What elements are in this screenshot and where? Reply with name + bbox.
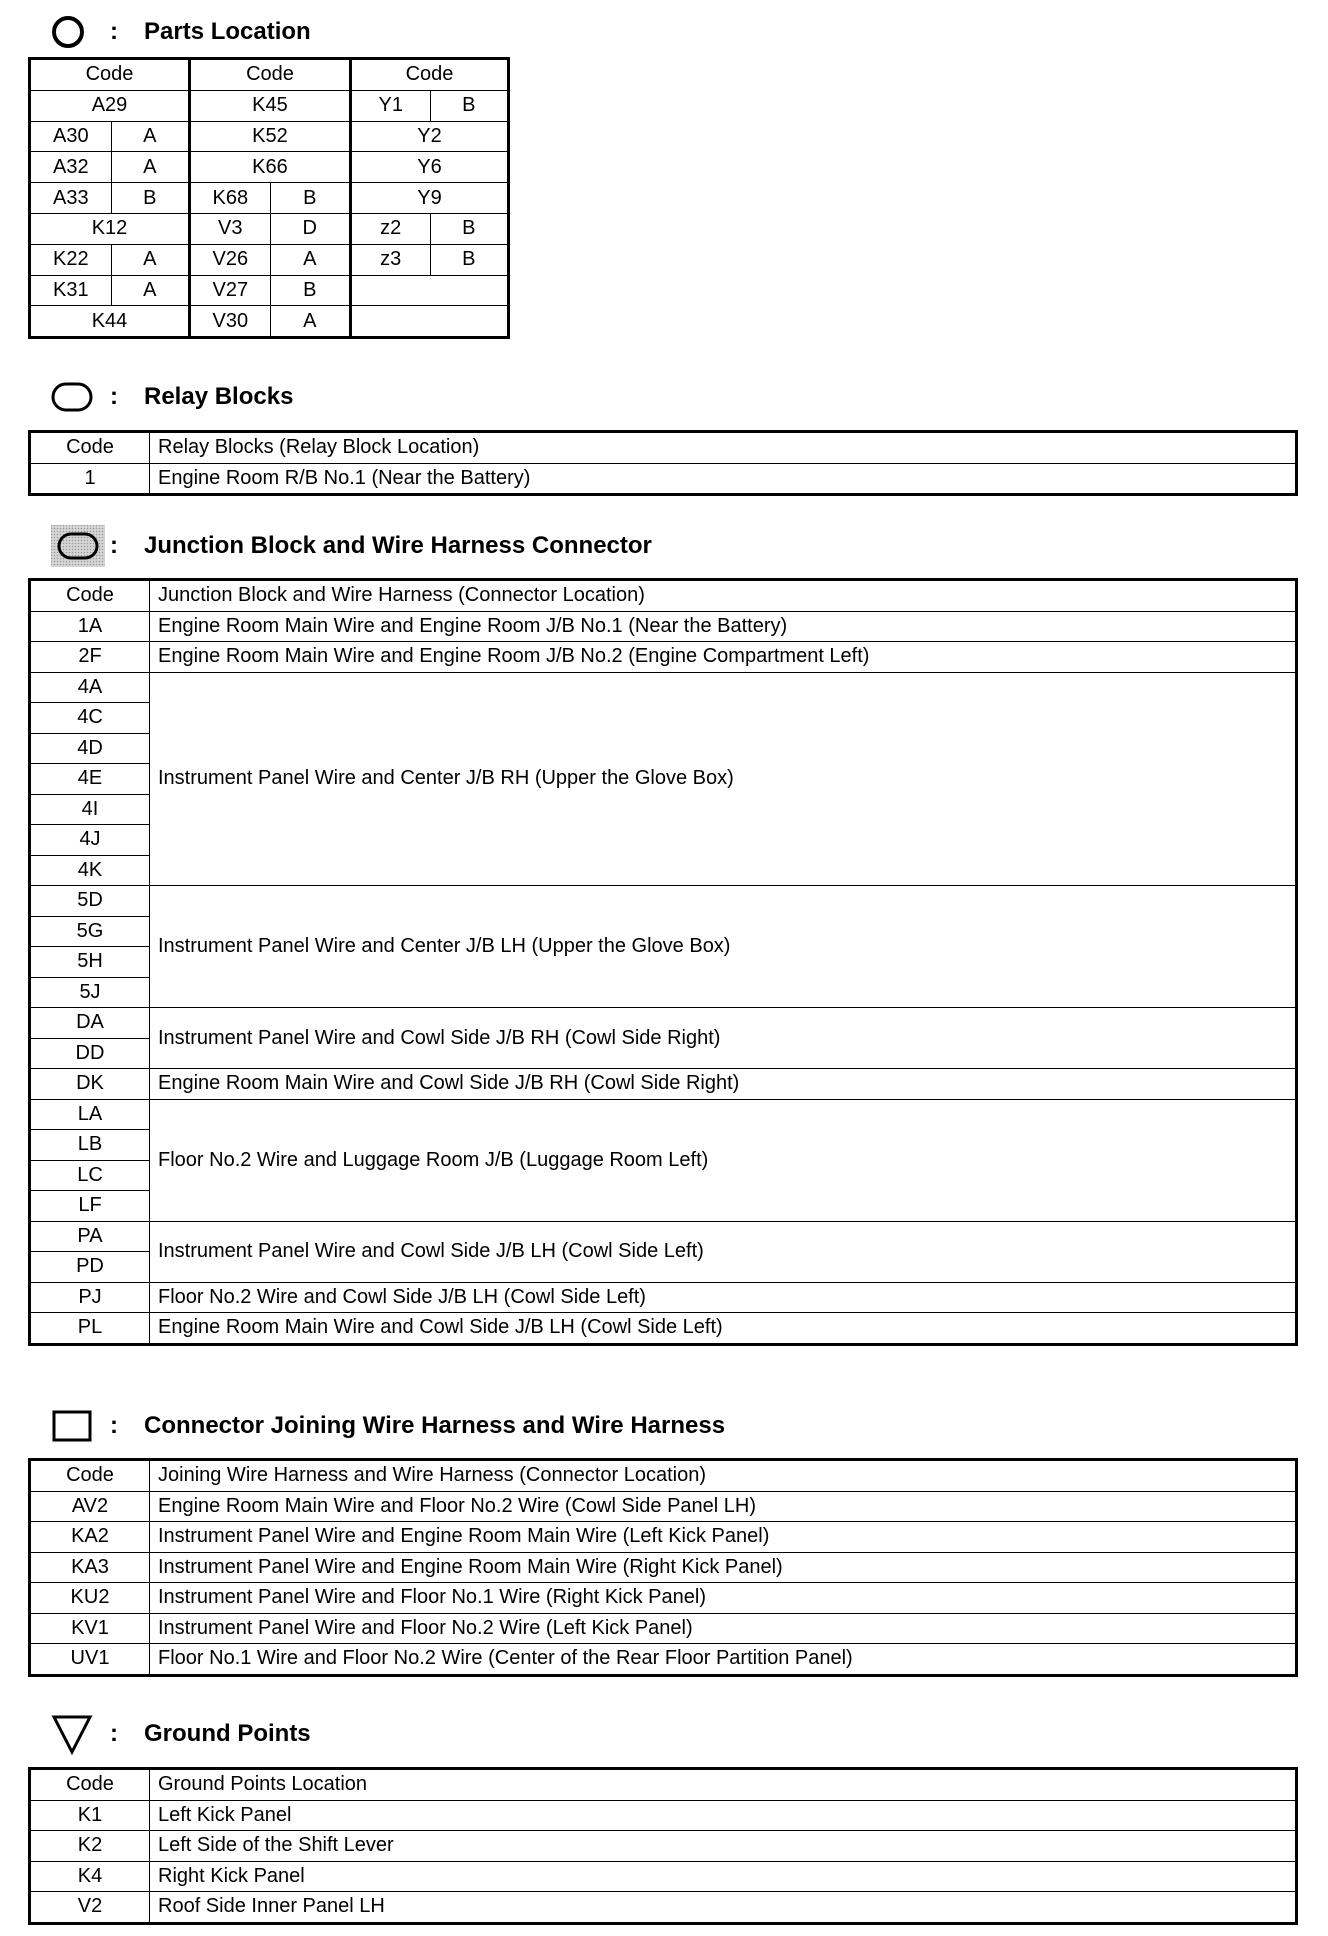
rounded-rect-icon	[50, 377, 110, 417]
part-code: K22	[30, 244, 112, 275]
junction-code: 4A	[30, 672, 150, 703]
connector-code: UV1	[30, 1644, 150, 1676]
part-code: V27	[189, 275, 270, 306]
part-code: Y1	[350, 90, 430, 121]
connector-code: KU2	[30, 1583, 150, 1614]
part-variant: B	[270, 275, 350, 306]
junction-location: Engine Room Main Wire and Cowl Side J/B RH (Cowl Side Right)	[150, 1069, 1297, 1100]
column-header: Relay Blocks (Relay Block Location)	[150, 432, 1297, 464]
part-code: Y9	[350, 183, 508, 214]
table-row	[30, 611, 1297, 642]
part-variant: B	[430, 244, 509, 275]
table-header-row	[30, 580, 1297, 612]
connector-heading	[50, 1406, 725, 1446]
heading-colon: :	[110, 1412, 118, 1439]
part-variant: A	[111, 152, 189, 183]
part-variant: A	[111, 121, 189, 152]
table-row	[30, 1491, 1297, 1522]
table-row	[30, 121, 509, 152]
table-row	[30, 1892, 1297, 1924]
section-title: Parts Location	[144, 18, 311, 45]
junction-code: 5J	[30, 977, 150, 1008]
column-header: Code	[30, 580, 150, 612]
table-row	[30, 1282, 1297, 1313]
table-row	[30, 275, 509, 306]
part-variant: A	[270, 306, 350, 338]
connector-location: Instrument Panel Wire and Engine Room Main Wire (Right Kick Panel)	[150, 1552, 1297, 1583]
section-title: Junction Block and Wire Harness Connector	[144, 532, 652, 559]
connector-location: Instrument Panel Wire and Floor No.2 Wire (Left Kick Panel)	[150, 1613, 1297, 1644]
ground-code: K1	[30, 1800, 150, 1831]
junction-code: LF	[30, 1191, 150, 1222]
heading-colon: :	[110, 383, 118, 410]
table-row	[30, 1831, 1297, 1862]
connector-code: KA3	[30, 1552, 150, 1583]
junction-code: DK	[30, 1069, 150, 1100]
square-icon	[50, 1406, 110, 1446]
part-variant: B	[111, 183, 189, 214]
circle-icon	[50, 12, 110, 52]
shaded-rounded-rect-icon	[50, 526, 110, 566]
relay-blocks-heading	[50, 377, 293, 417]
table-row	[30, 1099, 1297, 1130]
column-header: Junction Block and Wire Harness (Connector Location)	[150, 580, 1297, 612]
empty-cell	[350, 275, 508, 306]
part-code: K52	[189, 121, 350, 152]
column-header: Code	[189, 59, 350, 91]
junction-location: Floor No.2 Wire and Cowl Side J/B LH (Cowl Side Left)	[150, 1282, 1297, 1313]
part-code: V3	[189, 213, 270, 244]
table-row	[30, 1800, 1297, 1831]
part-code: K45	[189, 90, 350, 121]
connector-location: Floor No.1 Wire and Floor No.2 Wire (Center of the Rear Floor Partition Panel)	[150, 1644, 1297, 1676]
column-header: Code	[30, 1769, 150, 1801]
column-header: Code	[30, 432, 150, 464]
part-code: K31	[30, 275, 112, 306]
column-header: Code	[30, 59, 190, 91]
ground-points-heading	[50, 1714, 311, 1754]
junction-location: Instrument Panel Wire and Center J/B LH (Upper the Glove Box)	[150, 886, 1297, 1008]
junction-location: Engine Room Main Wire and Cowl Side J/B LH (Cowl Side Left)	[150, 1313, 1297, 1345]
part-code: Y6	[350, 152, 508, 183]
table-row	[30, 1583, 1297, 1614]
junction-code: DD	[30, 1038, 150, 1069]
table-row	[30, 90, 509, 121]
parts-location-heading	[50, 12, 311, 52]
ground-points-table	[28, 1767, 1298, 1925]
junction-code: PD	[30, 1252, 150, 1283]
table-row	[30, 306, 509, 338]
table-row	[30, 672, 1297, 703]
table-header-row	[30, 59, 509, 91]
junction-code: PA	[30, 1221, 150, 1252]
heading-colon: :	[110, 532, 118, 559]
junction-code: PL	[30, 1313, 150, 1345]
table-row	[30, 886, 1297, 917]
junction-code: 4I	[30, 794, 150, 825]
part-code: V30	[189, 306, 270, 338]
junction-block-table	[28, 578, 1298, 1346]
junction-code: 4K	[30, 855, 150, 886]
part-code: V26	[189, 244, 270, 275]
junction-block-heading	[50, 526, 652, 566]
connector-code: AV2	[30, 1491, 150, 1522]
ground-location: Roof Side Inner Panel LH	[150, 1892, 1297, 1924]
part-variant: A	[111, 275, 189, 306]
table-row	[30, 1552, 1297, 1583]
part-code: K66	[189, 152, 350, 183]
junction-code: 2F	[30, 642, 150, 673]
connector-location: Engine Room Main Wire and Floor No.2 Wire (Cowl Side Panel LH)	[150, 1491, 1297, 1522]
table-row	[30, 1861, 1297, 1892]
table-row	[30, 1221, 1297, 1252]
ground-location: Left Kick Panel	[150, 1800, 1297, 1831]
part-code: A32	[30, 152, 112, 183]
table-row	[30, 1069, 1297, 1100]
table-row	[30, 183, 509, 214]
table-row	[30, 213, 509, 244]
table-header-row	[30, 1769, 1297, 1801]
junction-location: Instrument Panel Wire and Center J/B RH (Upper the Glove Box)	[150, 672, 1297, 886]
table-row	[30, 1313, 1297, 1345]
parts-location-table	[28, 57, 510, 339]
part-code: Y2	[350, 121, 508, 152]
table-row	[30, 1644, 1297, 1676]
heading-colon: :	[110, 1720, 118, 1747]
connector-code: KA2	[30, 1522, 150, 1553]
part-code: K12	[30, 213, 190, 244]
relay-code: 1	[30, 463, 150, 495]
junction-code: 5G	[30, 916, 150, 947]
junction-location: Engine Room Main Wire and Engine Room J/B No.2 (Engine Compartment Left)	[150, 642, 1297, 673]
junction-code: 4E	[30, 764, 150, 795]
table-row	[30, 1613, 1297, 1644]
part-code: K68	[189, 183, 270, 214]
column-header: Joining Wire Harness and Wire Harness (Connector Location)	[150, 1460, 1297, 1492]
relay-blocks-table	[28, 430, 1298, 496]
part-code: z2	[350, 213, 430, 244]
column-header: Ground Points Location	[150, 1769, 1297, 1801]
table-row	[30, 1008, 1297, 1039]
table-header-row	[30, 1460, 1297, 1492]
ground-location: Right Kick Panel	[150, 1861, 1297, 1892]
junction-code: 4D	[30, 733, 150, 764]
part-variant: B	[430, 213, 509, 244]
table-row	[30, 642, 1297, 673]
relay-location: Engine Room R/B No.1 (Near the Battery)	[150, 463, 1297, 495]
junction-code: 5D	[30, 886, 150, 917]
ground-code: K2	[30, 1831, 150, 1862]
section-title: Connector Joining Wire Harness and Wire Harness	[144, 1412, 726, 1439]
empty-cell	[350, 306, 508, 338]
connector-location: Instrument Panel Wire and Engine Room Main Wire (Left Kick Panel)	[150, 1522, 1297, 1553]
part-variant: B	[270, 183, 350, 214]
connector-location: Instrument Panel Wire and Floor No.1 Wire (Right Kick Panel)	[150, 1583, 1297, 1614]
part-variant: A	[111, 244, 189, 275]
table-header-row	[30, 432, 1297, 464]
section-title: Relay Blocks	[144, 383, 294, 410]
part-variant: D	[270, 213, 350, 244]
part-code: K44	[30, 306, 190, 338]
junction-code: 1A	[30, 611, 150, 642]
part-code: A29	[30, 90, 190, 121]
junction-location: Instrument Panel Wire and Cowl Side J/B RH (Cowl Side Right)	[150, 1008, 1297, 1069]
junction-location: Floor No.2 Wire and Luggage Room J/B (Luggage Room Left)	[150, 1099, 1297, 1221]
junction-code: LC	[30, 1160, 150, 1191]
part-variant: A	[270, 244, 350, 275]
junction-location: Instrument Panel Wire and Cowl Side J/B LH (Cowl Side Left)	[150, 1221, 1297, 1282]
table-row	[30, 463, 1297, 495]
connector-table	[28, 1458, 1298, 1677]
column-header: Code	[30, 1460, 150, 1492]
part-variant: B	[430, 90, 509, 121]
ground-location: Left Side of the Shift Lever	[150, 1831, 1297, 1862]
junction-code: 4J	[30, 825, 150, 856]
junction-code: DA	[30, 1008, 150, 1039]
junction-code: 4C	[30, 703, 150, 734]
part-code: z3	[350, 244, 430, 275]
table-row	[30, 152, 509, 183]
part-code: A33	[30, 183, 112, 214]
table-row	[30, 244, 509, 275]
table-row	[30, 1522, 1297, 1553]
part-code: A30	[30, 121, 112, 152]
junction-code: LA	[30, 1099, 150, 1130]
junction-code: 5H	[30, 947, 150, 978]
ground-code: V2	[30, 1892, 150, 1924]
junction-location: Engine Room Main Wire and Engine Room J/B No.1 (Near the Battery)	[150, 611, 1297, 642]
heading-colon: :	[110, 18, 118, 45]
column-header: Code	[350, 59, 508, 91]
junction-code: PJ	[30, 1282, 150, 1313]
triangle-down-icon	[50, 1714, 110, 1754]
section-title: Ground Points	[144, 1720, 311, 1747]
junction-code: LB	[30, 1130, 150, 1161]
connector-code: KV1	[30, 1613, 150, 1644]
ground-code: K4	[30, 1861, 150, 1892]
